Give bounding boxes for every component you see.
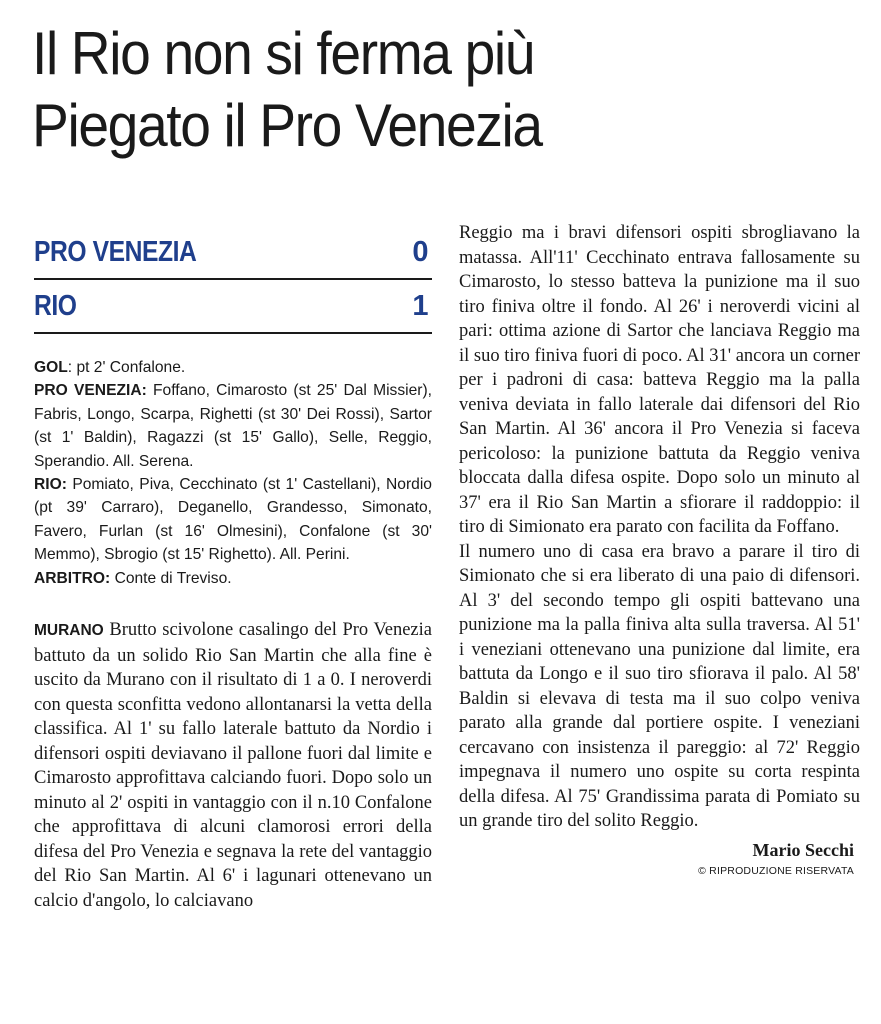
dateline: MURANO: [34, 622, 104, 640]
home-team-goals: 0: [412, 235, 428, 268]
referee-text: Conte di Treviso.: [110, 569, 232, 587]
referee-line: [34, 567, 432, 590]
copyright-notice: © RIPRODUZIONE RISERVATA: [698, 864, 854, 877]
goals-line: [34, 356, 432, 379]
article-paragraph-2: Il numero uno di casa era bravo a parare il tiro di Simionato che si era liberato di una paio di difensori. Al 3' del secondo tempo gli ospiti battevano una punizione ma la palla finiva alta sulla traversa. Al 51' i veneziani ottenevano una punizione dal limite, era battuta da Longo e il suo tiro sfiorava il palo. Al 58' Baldin si elevava di testa ma il suo colpo veniva parato alla grande dal portiere ospite. I veneziani cercavano con insistenza il pareggio: al 72' Reggio impegnava il numero uno ospite su corta respinta della difesa. Al 75' Grandissima parata di Pomiato su un grande tiro del solito Reggio.: [459, 541, 860, 831]
home-lineup-label: PRO VENEZIA:: [34, 382, 147, 400]
goals-text: : pt 2' Confalone.: [67, 359, 186, 376]
article-text-left: Brutto scivolone casalingo del Pro Venezia battuto da un solido Rio San Martin che alla fine è uscito da Murano con il risultato di 1 a 0. I neroverdi con questa sconfitta vedono allontanarsi la vetta della classifica. Al 1' su fallo laterale battuto da Nordio i difensori ospiti deviavano il pallone fuori dal limite e Cimarosto approfittava calciando fuori. Dopo solo un minuto al 2' ospiti in vantaggio con il n.10 Confalone che approfittava di alcuni clamorosi errori della difesa del Pro Venezia e segnava la rete del vantaggio del Rio San Martin. Al 6' i lagunari ottenevano un calcio d'angolo, lo calciavano: [34, 620, 432, 911]
author-signature: Mario Secchi: [752, 839, 854, 860]
home-team-name: PRO VENEZIA: [34, 235, 197, 268]
headline: [32, 18, 796, 162]
score-box: [34, 226, 432, 334]
left-column: [34, 226, 432, 913]
match-lineups: [34, 356, 432, 590]
away-lineup-text: Pomiato, Piva, Cecchinato (st 1' Castellani), Nordio (pt 39' Carraro), Deganello, Grandesso, Simonato, Favero, Furlan (st 16' Olmesini), Confalone (st 30' Memmo), Sbrogio (st 15' Righetto). All. Perini.: [34, 476, 432, 564]
article-paragraph-1: Reggio ma i bravi difensori ospiti sbrogliavano la matassa. All'11' Cecchinato entrava fallosamente su Cimarosto, lo stesso batteva la punizione ma il suo tiro finiva oltre il fondo. Al 26' i neroverdi vicini al pari: ottima azione di Sartor che lanciava Reggio ma il suo tiro finiva fuori di poco. Al 31' ancora un corner per i padroni di casa: batteva Reggio ma la palla veniva deviata in fallo laterale dai difensori del Rio San Martin. Al 36' ancora il Pro Venezia si faceva pericoloso: la punizione battuta da Reggio veniva bloccata dalla difesa ospite. Dopo solo un minuto al 37' era il Rio San Martin a sfiorare il raddoppio: il tiro di Simionato era parato con facilita da Foffano.: [459, 223, 860, 537]
article-body-left: [34, 618, 432, 913]
right-column: [459, 221, 860, 877]
home-lineup-text: Foffano, Cimarosto (st 25' Dal Missier), Fabris, Longo, Scarpa, Righetti (st 30' Dei Rossi), Sartor (st 1' Baldin), Ragazzi (st 15' Gallo), Selle, Reggio, Sperandio. All. Serena.: [34, 382, 432, 470]
away-team-goals: 1: [412, 289, 428, 322]
goals-label: GOL: [34, 359, 68, 376]
headline-line-1: Il Rio non si ferma più: [32, 20, 535, 87]
score-row-home: [34, 226, 432, 280]
away-lineup: [34, 473, 432, 567]
home-lineup: [34, 379, 432, 473]
referee-label: ARBITRO:: [34, 569, 111, 587]
headline-line-2: Piegato il Pro Venezia: [32, 92, 542, 159]
away-lineup-label: RIO:: [34, 476, 67, 494]
score-row-away: [34, 280, 432, 334]
away-team-name: RIO: [34, 289, 77, 322]
